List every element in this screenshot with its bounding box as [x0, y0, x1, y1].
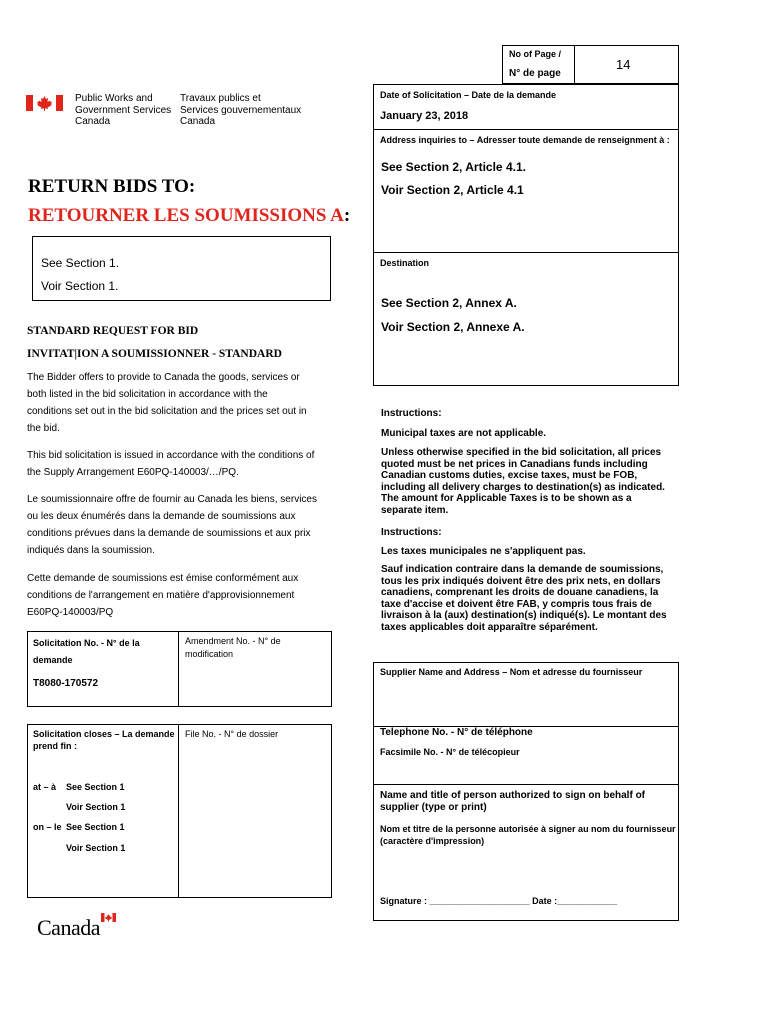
instructions-line: livraison à la (aux) destination(s) indiqué(s). Le montant des [381, 610, 667, 622]
destination-fr: Voir Section 2, Annexe A. [381, 320, 525, 334]
municipal-taxes-fr: Les taxes municipales ne s'appliquent pas. [381, 546, 586, 557]
amendment-label-line: modification [185, 649, 234, 659]
closing-date-label: on – le [33, 822, 62, 832]
dept-en-line: Public Works and [75, 93, 153, 104]
page-count-value: 14 [616, 57, 631, 72]
closes-label-line: prend fin : [33, 740, 77, 751]
instructions-label-fr: Instructions: [381, 527, 442, 538]
authorized-en-line: supplier (type or print) [380, 801, 487, 813]
canada-wordmark-text: Canada [37, 915, 100, 940]
amendment-label-line: Amendment No. - N° de [185, 636, 281, 646]
destination-label: Destination [380, 258, 430, 268]
dept-name-en [75, 93, 171, 128]
instructions-line: including all delivery charges to destination(s) as indicated. [381, 481, 665, 493]
no-of-page-label: No of Page / [509, 49, 562, 59]
return-bids-title-fr [28, 205, 350, 228]
return-bids-title-en: RETURN BIDS TO: [28, 176, 196, 197]
para-line: conditions set out in the bid solicitation and the prices set out in [27, 406, 307, 417]
solicitation-no-label-line: demande [33, 655, 73, 665]
closes-label-line: Solicitation closes – La demande [33, 729, 175, 739]
closing-date-en: See Section 1 [66, 822, 125, 832]
instructions-line: taxes applicables doit apparaître séparément. [381, 621, 598, 633]
return-bids-title-fr-text: RETOURNER LES SOUMISSIONS A [28, 205, 344, 226]
para-line: conditions de l'arrangement en matière d'approvisionnement [27, 590, 295, 601]
closing-time-fr: Voir Section 1 [66, 802, 126, 812]
request-para-3 [27, 491, 317, 559]
address-inquiries-en: See Section 2, Article 4.1. [381, 160, 526, 174]
file-no-label: File No. - N° de dossier [185, 729, 279, 739]
request-title-fr: INVITAT|ION A SOUMISSIONNER - STANDARD [27, 348, 282, 360]
instructions-line: separate item. [381, 504, 449, 516]
canada-flag-icon [26, 95, 63, 111]
solicitation-closes-label [33, 729, 175, 752]
wordmark-flag-icon [101, 913, 116, 922]
supplier-name-label: Supplier Name and Address – Nom et adresse du fournisseur [380, 667, 643, 677]
para-line: both listed in the bid solicitation in accordance with the [27, 389, 268, 400]
address-inquiries-fr: Voir Section 2, Article 4.1 [381, 183, 524, 197]
para-line: conditions prévues dans la demande de soumissions et aux prix [27, 528, 311, 539]
address-inquiries-label: Address inquiries to – Adresser toute demande de renseignment à : [380, 135, 670, 145]
request-para-1 [27, 369, 307, 437]
instructions-line: The amount for Applicable Taxes is to be shown as a [381, 493, 632, 505]
dept-en-line: Canada [75, 116, 111, 127]
date-value: January 23, 2018 [380, 110, 469, 122]
instructions-label-en: Instructions: [381, 408, 442, 419]
instructions-body-en [381, 447, 665, 517]
date-label: Date of Solicitation – Date de la demande [380, 90, 557, 100]
para-line: ou les deux énumérés dans la demande de soumissions aux [27, 511, 296, 522]
para-line: E60PQ-140003/PQ [27, 607, 114, 618]
authorized-fr-line: Nom et titre de la personne autorisée à signer au nom du fournisseur [380, 824, 676, 834]
instructions-line: Unless otherwise specified in the bid solicitation, all prices [381, 447, 662, 458]
authorized-en-line: Name and title of person authorized to sign on behalf of [380, 790, 646, 801]
amendment-no-label [185, 635, 281, 661]
no-de-page-label: N° de page [509, 68, 561, 79]
return-bids-title-fr-colon: : [343, 205, 351, 226]
instructions-body-fr [381, 564, 667, 634]
return-bids-line-fr: Voir Section 1. [41, 279, 119, 293]
canada-wordmark [37, 913, 127, 943]
dept-fr-line: Services gouvernementaux [180, 104, 302, 116]
municipal-taxes-en: Municipal taxes are not applicable. [381, 428, 547, 439]
instructions-line: Sauf indication contraire dans la demande de soumissions, [381, 564, 664, 575]
closing-time-en: See Section 1 [66, 782, 125, 792]
authorized-fr-line: (caractère d'impression) [380, 836, 485, 846]
para-line: the Supply Arrangement E60PQ-140003/…/PQ. [27, 467, 239, 478]
instructions-line: taxe d'accise et doivent être FAB, y compris tous frais de [381, 598, 652, 610]
instructions-line: canadiens, comprenant les droits de douane canadiens, la [381, 587, 659, 599]
para-line: The Bidder offers to provide to Canada the goods, services or [27, 372, 300, 383]
telephone-label: Telephone No. - N° de téléphone [380, 727, 533, 738]
request-para-4 [27, 570, 298, 621]
authorized-person-en [380, 790, 645, 813]
dept-fr-line: Travaux publics et [180, 93, 261, 104]
solicitation-no-label-line: Solicitation No. - N° de la [33, 638, 140, 648]
para-line: indiqués dans la soumission. [27, 545, 155, 556]
closing-time-label: at – à [33, 782, 57, 792]
destination-en: See Section 2, Annex A. [381, 296, 517, 310]
closing-date-fr: Voir Section 1 [66, 843, 126, 853]
para-line: This bid solicitation is issued in accordance with the conditions of [27, 450, 315, 461]
instructions-line: tous les prix indiqués doivent être des prix nets, en dollars [381, 575, 661, 587]
dept-name-fr [180, 93, 301, 128]
fax-label: Facsimile No. - N° de télécopieur [380, 747, 520, 757]
para-line: the bid. [27, 423, 60, 434]
para-line: Le soumissionnaire offre de fournir au Canada les biens, services [27, 494, 317, 505]
signature-line: Signature : ____________________ Date :____________ [380, 896, 618, 906]
solicitation-no-value: T8080-170572 [33, 678, 99, 689]
request-title-en: STANDARD REQUEST FOR BID [27, 325, 199, 337]
dept-fr-line: Canada [180, 116, 216, 127]
solicitation-no-label [33, 635, 140, 669]
authorized-person-fr [380, 823, 676, 847]
return-bids-line-en: See Section 1. [41, 256, 120, 270]
instructions-line: Canadian customs duties, excise taxes, must be FOB, [381, 470, 638, 482]
instructions-line: quoted must be net prices in Canadians funds including [381, 458, 648, 470]
dept-en-line: Government Services [75, 104, 172, 116]
request-para-2 [27, 447, 314, 481]
para-line: Cette demande de soumissions est émise conformément aux [27, 573, 299, 584]
